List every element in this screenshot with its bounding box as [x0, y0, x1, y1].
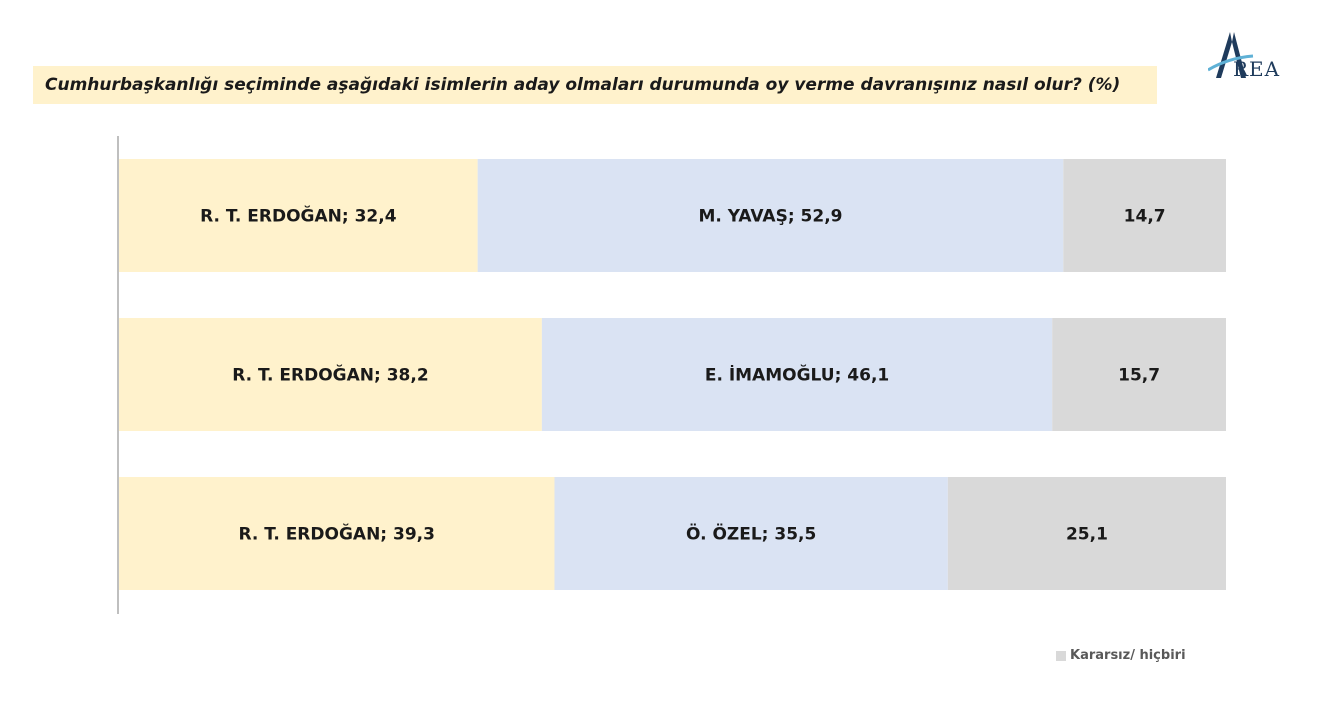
chart-title: Cumhurbaşkanlığı seçiminde aşağıdaki isimlerin aday olmaları durumunda oy verme davranışınız nasıl olur? (%) — [45, 75, 1121, 95]
bar-data-label: M. YAVAŞ; 52,9 — [698, 206, 843, 227]
legend-swatch-undecided — [1056, 651, 1066, 661]
bar-data-label: 14,7 — [1123, 206, 1166, 227]
bar-data-label: 15,7 — [1118, 365, 1161, 386]
bar-data-label: 25,1 — [1065, 524, 1108, 545]
bar-data-label: R. T. ERDOĞAN; 38,2 — [232, 365, 429, 386]
bar-data-label: R. T. ERDOĞAN; 32,4 — [200, 206, 397, 227]
bar-data-label: R. T. ERDOĞAN; 39,3 — [238, 524, 435, 545]
legend-label-undecided: Kararsız/ hiçbiri — [1070, 648, 1186, 663]
bar-data-label: Ö. ÖZEL; 35,5 — [686, 524, 817, 545]
logo-text: REA — [1233, 57, 1281, 81]
bar-data-label: E. İMAMOĞLU; 46,1 — [704, 365, 890, 386]
legend — [1056, 648, 1186, 663]
